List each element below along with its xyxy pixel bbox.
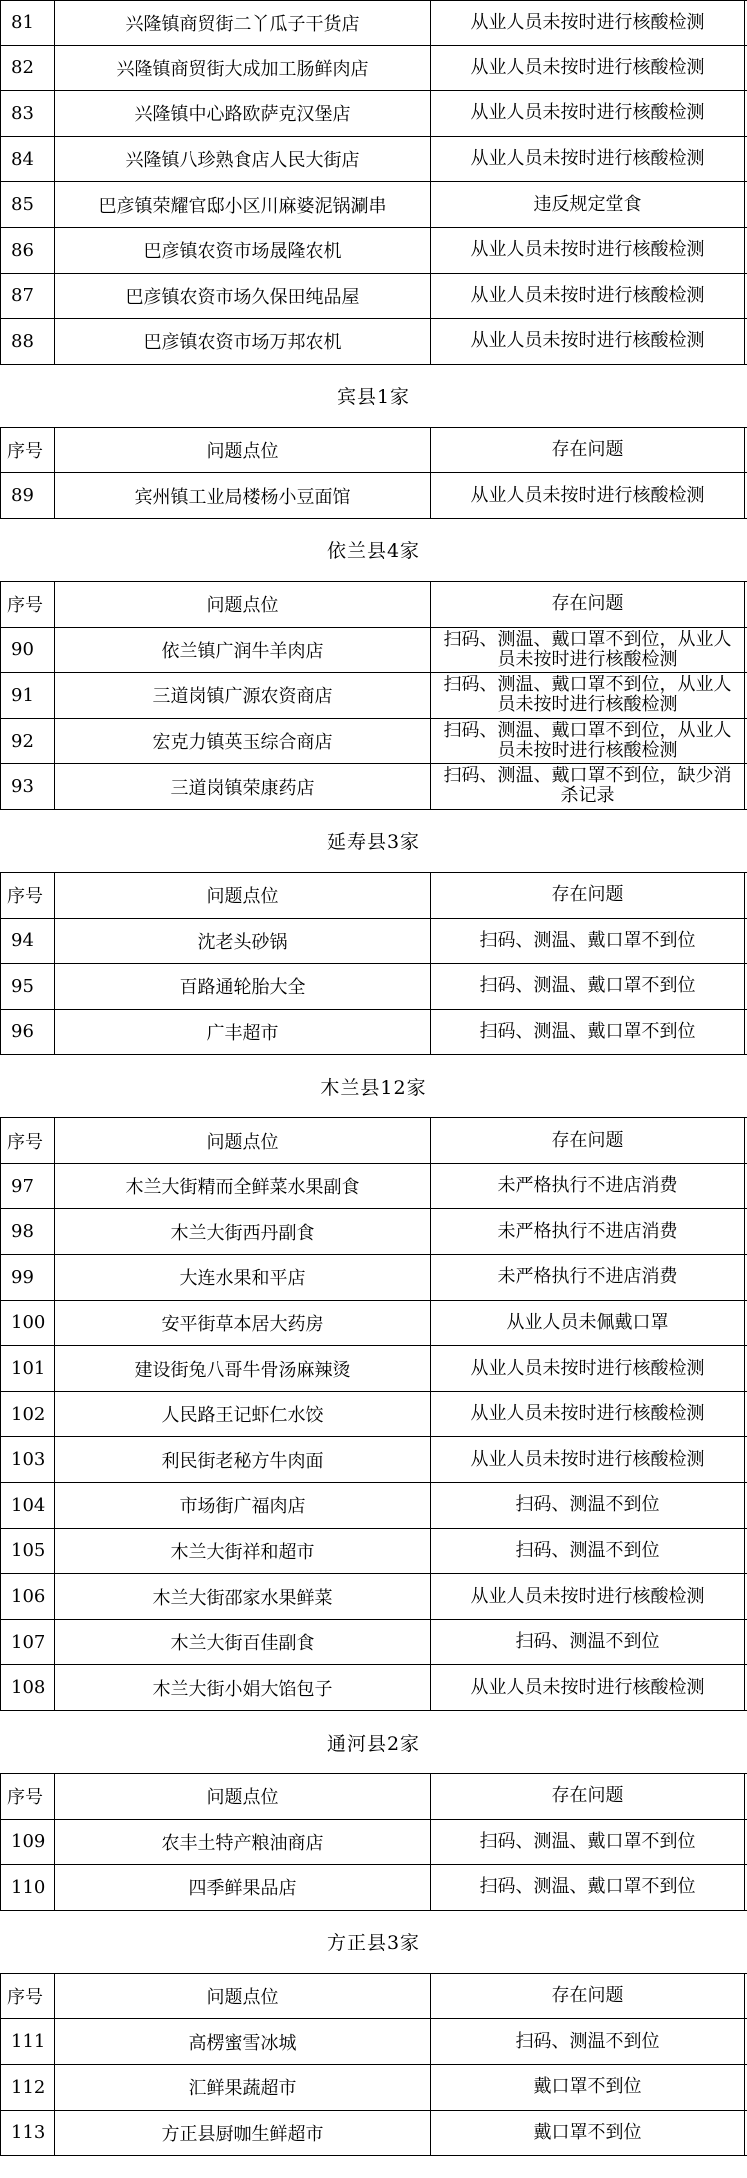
row-number: 107 xyxy=(0,1620,55,1665)
header-issue: 存在问题 xyxy=(431,1974,745,2019)
region-section xyxy=(0,519,747,810)
row-issue: 违反规定堂食 xyxy=(431,182,745,227)
header-issue: 存在问题 xyxy=(431,873,745,918)
row-issue: 从业人员未按时进行核酸检测 xyxy=(431,274,745,319)
row-number: 96 xyxy=(0,1010,55,1055)
header-number: 序号 xyxy=(0,582,55,627)
row-issue: 从业人员未佩戴口罩 xyxy=(431,1301,745,1346)
header-number: 序号 xyxy=(0,428,55,473)
row-issue: 从业人员未按时进行核酸检测 xyxy=(431,228,745,273)
row-issue: 从业人员未按时进行核酸检测 xyxy=(431,46,745,91)
row-number: 93 xyxy=(0,764,55,809)
table-row xyxy=(0,673,747,719)
row-number: 95 xyxy=(0,964,55,1009)
row-issue: 从业人员未按时进行核酸检测 xyxy=(431,1,745,45)
table-row xyxy=(0,182,747,228)
header-location: 问题点位 xyxy=(55,1774,431,1819)
row-issue: 未严格执行不进店消费 xyxy=(431,1209,745,1254)
region-heading: 方正县3家 xyxy=(0,1911,747,1974)
row-location: 农丰土特产粮油商店 xyxy=(55,1820,431,1865)
header-issue: 存在问题 xyxy=(431,1118,745,1163)
row-number: 85 xyxy=(0,182,55,227)
row-issue: 扫码、测温不到位 xyxy=(431,1483,745,1528)
row-location: 宾州镇工业局楼杨小豆面馆 xyxy=(55,473,431,518)
header-number: 序号 xyxy=(0,873,55,918)
table-row xyxy=(0,1392,747,1438)
header-issue: 存在问题 xyxy=(431,1774,745,1819)
row-number: 112 xyxy=(0,2065,55,2110)
row-location: 木兰大街祥和超市 xyxy=(55,1529,431,1574)
row-number: 110 xyxy=(0,1865,55,1910)
row-location: 宏克力镇英玉综合商店 xyxy=(55,719,431,764)
row-number: 84 xyxy=(0,137,55,182)
row-issue: 从业人员未按时进行核酸检测 xyxy=(431,1665,745,1710)
table-row xyxy=(0,2019,747,2065)
table-row xyxy=(0,137,747,183)
row-location: 木兰大街小娟大馅包子 xyxy=(55,1665,431,1710)
table-row xyxy=(0,1301,747,1347)
row-issue: 扫码、测温、戴口罩不到位 xyxy=(431,1865,745,1910)
region-heading: 延寿县3家 xyxy=(0,810,747,873)
row-location: 木兰大街精而全鲜菜水果副食 xyxy=(55,1164,431,1209)
row-issue xyxy=(431,764,745,809)
row-location: 沈老头砂锅 xyxy=(55,919,431,964)
header-number: 序号 xyxy=(0,1774,55,1819)
row-number: 83 xyxy=(0,91,55,136)
table-header-row xyxy=(0,1118,747,1164)
region-section xyxy=(0,1711,747,1911)
row-issue: 从业人员未按时进行核酸检测 xyxy=(431,1574,745,1619)
row-location: 巴彦镇荣耀官邸小区川麻婆泥锅涮串 xyxy=(55,182,431,227)
table-row xyxy=(0,628,747,674)
table-row xyxy=(0,1437,747,1483)
row-number: 106 xyxy=(0,1574,55,1619)
row-location: 高楞蜜雪冰城 xyxy=(55,2019,431,2064)
row-location: 四季鲜果品店 xyxy=(55,1865,431,1910)
table-row xyxy=(0,1255,747,1301)
row-issue: 扫码、测温不到位 xyxy=(431,1620,745,1665)
table-row xyxy=(0,1529,747,1575)
row-location: 依兰镇广润牛羊肉店 xyxy=(55,628,431,673)
table-row xyxy=(0,1665,747,1711)
row-number: 100 xyxy=(0,1301,55,1346)
row-issue: 扫码、测温不到位 xyxy=(431,1529,745,1574)
header-location: 问题点位 xyxy=(55,873,431,918)
row-number: 81 xyxy=(0,1,55,45)
row-number: 108 xyxy=(0,1665,55,1710)
table-header-row xyxy=(0,1774,747,1820)
row-location: 三道岗镇荣康药店 xyxy=(55,764,431,809)
row-issue: 从业人员未按时进行核酸检测 xyxy=(431,1392,745,1437)
row-issue-text: 扫码、测温、戴口罩不到位，从业人员未按时进行核酸检测 xyxy=(443,629,732,670)
row-number: 86 xyxy=(0,228,55,273)
row-number: 99 xyxy=(0,1255,55,1300)
header-location: 问题点位 xyxy=(55,582,431,627)
row-issue: 扫码、测温不到位 xyxy=(431,2019,745,2064)
table-row xyxy=(0,764,747,810)
table-row xyxy=(0,2111,747,2157)
row-issue: 从业人员未按时进行核酸检测 xyxy=(431,91,745,136)
table-row xyxy=(0,719,747,765)
row-issue: 扫码、测温、戴口罩不到位 xyxy=(431,964,745,1009)
row-number: 82 xyxy=(0,46,55,91)
row-issue: 未严格执行不进店消费 xyxy=(431,1255,745,1300)
table-row xyxy=(0,1010,747,1056)
row-location: 巴彦镇农资市场久保田纯品屋 xyxy=(55,274,431,319)
row-location: 兴隆镇中心路欧萨克汉堡店 xyxy=(55,91,431,136)
row-number: 104 xyxy=(0,1483,55,1528)
table-row xyxy=(0,964,747,1010)
row-number: 102 xyxy=(0,1392,55,1437)
header-location: 问题点位 xyxy=(55,428,431,473)
row-location: 市场街广福肉店 xyxy=(55,1483,431,1528)
table-row xyxy=(0,1164,747,1210)
table-header-row xyxy=(0,428,747,474)
row-number: 90 xyxy=(0,628,55,673)
row-issue: 扫码、测温、戴口罩不到位 xyxy=(431,1010,745,1055)
row-issue: 从业人员未按时进行核酸检测 xyxy=(431,319,745,364)
row-number: 105 xyxy=(0,1529,55,1574)
row-issue: 从业人员未按时进行核酸检测 xyxy=(431,1437,745,1482)
header-issue: 存在问题 xyxy=(431,428,745,473)
row-location: 方正县厨咖生鲜超市 xyxy=(55,2111,431,2156)
row-issue xyxy=(431,628,745,673)
row-issue-text: 扫码、测温、戴口罩不到位，从业人员未按时进行核酸检测 xyxy=(443,720,732,761)
region-heading: 宾县1家 xyxy=(0,365,747,428)
header-number: 序号 xyxy=(0,1118,55,1163)
table-row xyxy=(0,473,747,519)
header-location: 问题点位 xyxy=(55,1118,431,1163)
region-section xyxy=(0,365,747,519)
row-number: 111 xyxy=(0,2019,55,2064)
row-location: 人民路王记虾仁水饺 xyxy=(55,1392,431,1437)
row-location: 百路通轮胎大全 xyxy=(55,964,431,1009)
table-row xyxy=(0,1209,747,1255)
row-location: 三道岗镇广源农资商店 xyxy=(55,673,431,718)
row-number: 98 xyxy=(0,1209,55,1254)
row-issue: 从业人员未按时进行核酸检测 xyxy=(431,137,745,182)
region-section xyxy=(0,810,747,1055)
table-row xyxy=(0,1483,747,1529)
row-location: 兴隆镇八珍熟食店人民大街店 xyxy=(55,137,431,182)
table-row xyxy=(0,1620,747,1666)
table-row xyxy=(0,228,747,274)
row-issue: 未严格执行不进店消费 xyxy=(431,1164,745,1209)
row-number: 94 xyxy=(0,919,55,964)
row-number: 103 xyxy=(0,1437,55,1482)
table-row xyxy=(0,274,747,320)
row-issue: 扫码、测温、戴口罩不到位 xyxy=(431,1820,745,1865)
row-number: 109 xyxy=(0,1820,55,1865)
row-location: 广丰超市 xyxy=(55,1010,431,1055)
table-header-row xyxy=(0,582,747,628)
row-number: 113 xyxy=(0,2111,55,2156)
row-number: 88 xyxy=(0,319,55,364)
row-issue xyxy=(431,719,745,764)
row-location: 木兰大街邵家水果鲜菜 xyxy=(55,1574,431,1619)
table-row xyxy=(0,319,747,365)
row-issue: 从业人员未按时进行核酸检测 xyxy=(431,473,745,518)
row-location: 大连水果和平店 xyxy=(55,1255,431,1300)
region-heading: 木兰县12家 xyxy=(0,1055,747,1118)
header-issue: 存在问题 xyxy=(431,582,745,627)
row-number: 97 xyxy=(0,1164,55,1209)
row-location: 安平街草本居大药房 xyxy=(55,1301,431,1346)
table-row xyxy=(0,1865,747,1911)
row-location: 利民街老秘方牛肉面 xyxy=(55,1437,431,1482)
row-location: 兴隆镇商贸街二丫瓜子干货店 xyxy=(55,1,431,45)
region-section xyxy=(0,1055,747,1711)
row-number: 91 xyxy=(0,673,55,718)
table-header-row xyxy=(0,873,747,919)
table-row xyxy=(0,0,747,46)
row-number: 101 xyxy=(0,1346,55,1391)
row-issue: 戴口罩不到位 xyxy=(431,2065,745,2110)
header-number: 序号 xyxy=(0,1974,55,2019)
table-row xyxy=(0,1574,747,1620)
row-issue-text: 扫码、测温、戴口罩不到位，缺少消杀记录 xyxy=(443,766,732,807)
row-issue-text: 扫码、测温、戴口罩不到位，从业人员未按时进行核酸检测 xyxy=(443,675,732,716)
row-issue: 扫码、测温、戴口罩不到位 xyxy=(431,919,745,964)
row-location: 木兰大街西丹副食 xyxy=(55,1209,431,1254)
region-section xyxy=(0,0,747,365)
row-issue xyxy=(431,673,745,718)
row-number: 89 xyxy=(0,473,55,518)
row-number: 92 xyxy=(0,719,55,764)
region-heading: 通河县2家 xyxy=(0,1711,747,1774)
region-heading: 依兰县4家 xyxy=(0,519,747,582)
table-row xyxy=(0,1820,747,1866)
row-issue: 从业人员未按时进行核酸检测 xyxy=(431,1346,745,1391)
table-row xyxy=(0,919,747,965)
row-issue: 戴口罩不到位 xyxy=(431,2111,745,2156)
table-row xyxy=(0,1346,747,1392)
row-location: 建设街兔八哥牛骨汤麻辣烫 xyxy=(55,1346,431,1391)
row-location: 巴彦镇农资市场晟隆农机 xyxy=(55,228,431,273)
row-number: 87 xyxy=(0,274,55,319)
table-row xyxy=(0,2065,747,2111)
row-location: 木兰大街百佳副食 xyxy=(55,1620,431,1665)
table-row xyxy=(0,46,747,92)
header-location: 问题点位 xyxy=(55,1974,431,2019)
row-location: 兴隆镇商贸街大成加工肠鲜肉店 xyxy=(55,46,431,91)
row-location: 汇鲜果蔬超市 xyxy=(55,2065,431,2110)
row-location: 巴彦镇农资市场万邦农机 xyxy=(55,319,431,364)
table-header-row xyxy=(0,1974,747,2020)
table-row xyxy=(0,91,747,137)
region-section xyxy=(0,1911,747,2156)
